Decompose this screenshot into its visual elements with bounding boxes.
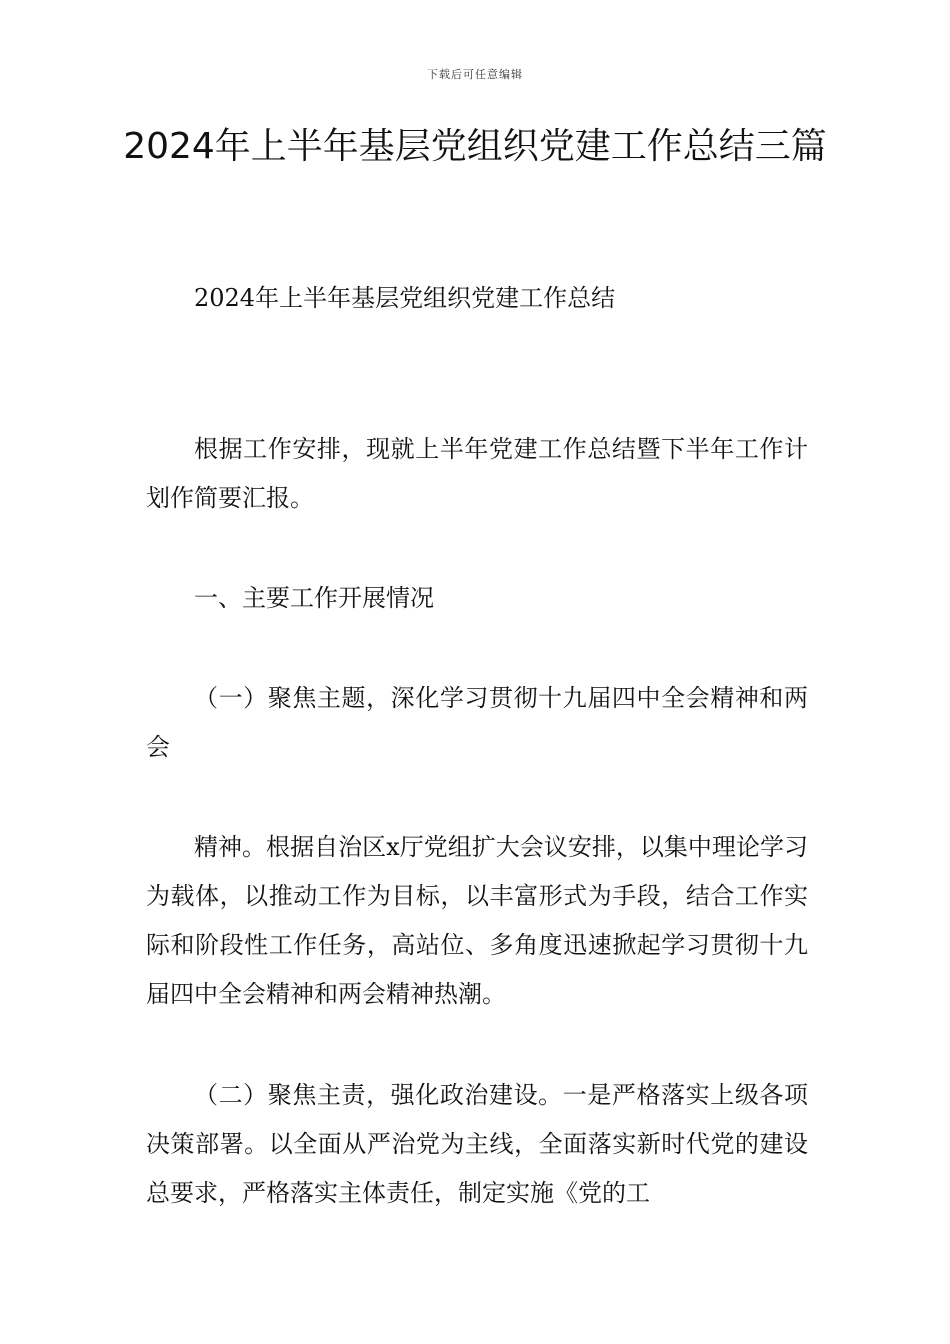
body-paragraph-1: 精神。根据自治区x厅党组扩大会议安排，以集中理论学习为载体，以推动工作为目标，以丰富形式为手段，结合工作实际和阶段性工作任务，高站位、多角度迅速掀起学习贯彻十九届四中全会精神和两会精神热潮。 <box>146 833 808 1008</box>
header-note: 下载后可任意编辑 <box>427 68 523 81</box>
body-paragraph-2: （二）聚焦主责，强化政治建设。一是严格落实上级各项决策部署。以全面从严治党为主线，全面落实新时代党的建设总要求，严格落实主体责任，制定实施《党的工 <box>146 1081 808 1207</box>
document-title: 2024年上半年基层党组织党建工作总结三篇 <box>123 126 827 167</box>
section-heading-1: 一、主要工作开展情况 <box>194 584 434 612</box>
section-subtitle: 2024年上半年基层党组织党建工作总结 <box>194 284 616 312</box>
intro-paragraph: 根据工作安排，现就上半年党建工作总结暨下半年工作计划作简要汇报。 <box>146 435 808 512</box>
subsection-heading-1: （一）聚焦主题，深化学习贯彻十九届四中全会精神和两会 <box>146 684 808 761</box>
